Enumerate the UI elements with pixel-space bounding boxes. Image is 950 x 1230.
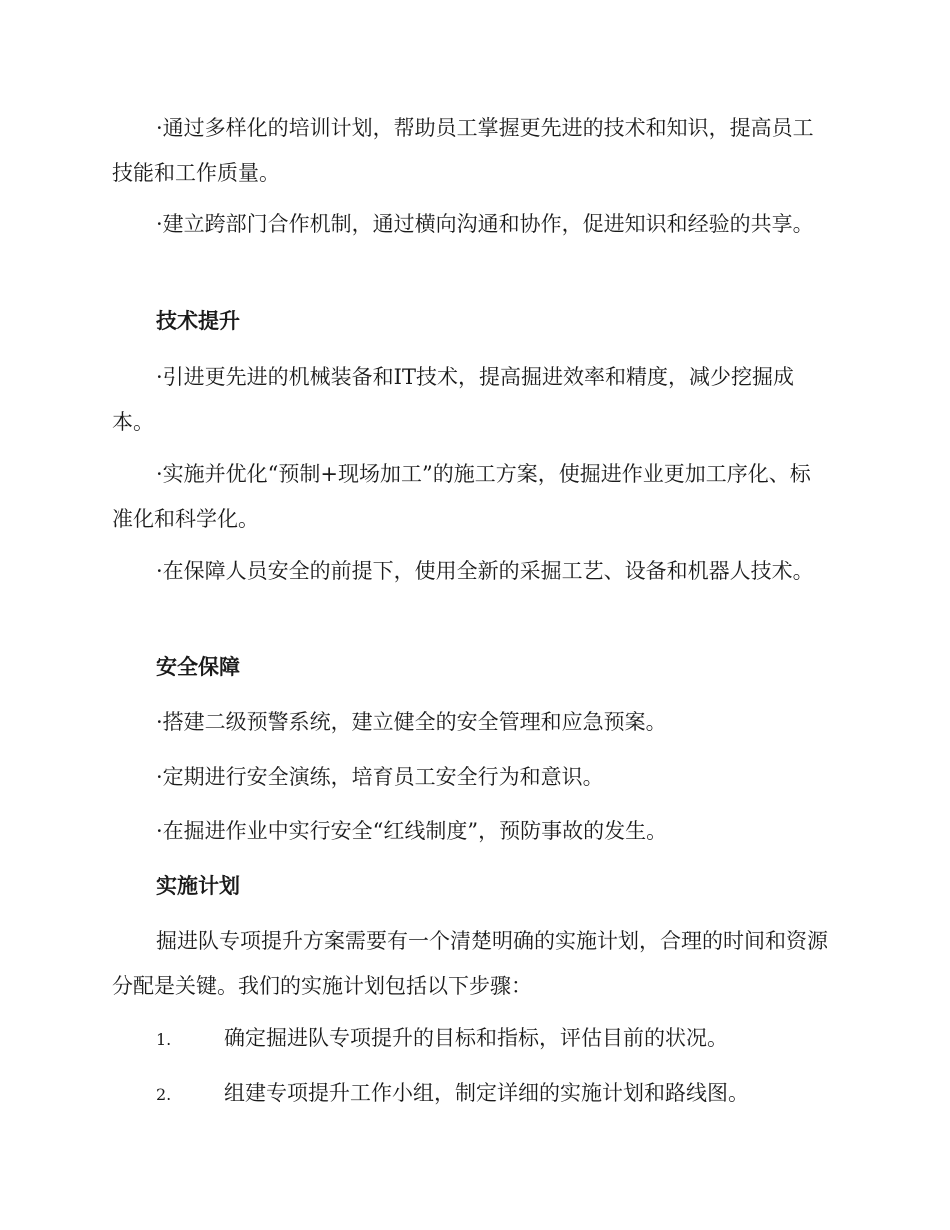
list-text: 组建专项提升工作小组，制定详细的实施计划和路线图。 <box>224 1081 749 1105</box>
section-heading-plan: 实施计划 <box>156 874 240 898</box>
bullet-paragraph-warning: ·搭建二级预警系统，建立健全的安全管理和应急预案。 <box>156 710 667 734</box>
list-item <box>156 1071 749 1117</box>
bullet-paragraph-cooperation: ·建立跨部门合作机制，通过横向沟通和协作，促进知识和经验的共享。 <box>156 212 814 236</box>
bullet-paragraph-drill: ·定期进行安全演练，培育员工安全行为和意识。 <box>156 765 604 789</box>
list-number: 1. <box>156 1030 172 1049</box>
list-item <box>156 1016 728 1062</box>
section-heading-safety: 安全保障 <box>156 655 240 679</box>
bullet-paragraph-safety-tech: ·在保障人员安全的前提下，使用全新的采掘工艺、设备和机器人技术。 <box>156 559 814 583</box>
section-heading-tech: 技术提升 <box>156 309 240 333</box>
bullet-paragraph-training: ·通过多样化的培训计划，帮助员工掌握更先进的技术和知识，提高员工技能和工作质量。 <box>112 116 814 185</box>
plan-intro-paragraph: 掘进队专项提升方案需要有一个清楚明确的实施计划，合理的时间和资源分配是关键。我们的实施计划包括以下步骤： <box>112 929 828 998</box>
list-number: 2. <box>156 1085 172 1104</box>
bullet-paragraph-redline: ·在掘进作业中实行安全“红线制度”，预防事故的发生。 <box>156 819 668 843</box>
list-text: 确定掘进队专项提升的目标和指标，评估目前的状况。 <box>224 1026 728 1050</box>
bullet-paragraph-prefab: ·实施并优化“预制+现场加工”的施工方案，使掘进作业更加工序化、标准化和科学化。 <box>112 462 811 531</box>
bullet-paragraph-equipment: ·引进更先进的机械装备和IT技术，提高掘进效率和精度，减少挖掘成本。 <box>112 365 794 434</box>
